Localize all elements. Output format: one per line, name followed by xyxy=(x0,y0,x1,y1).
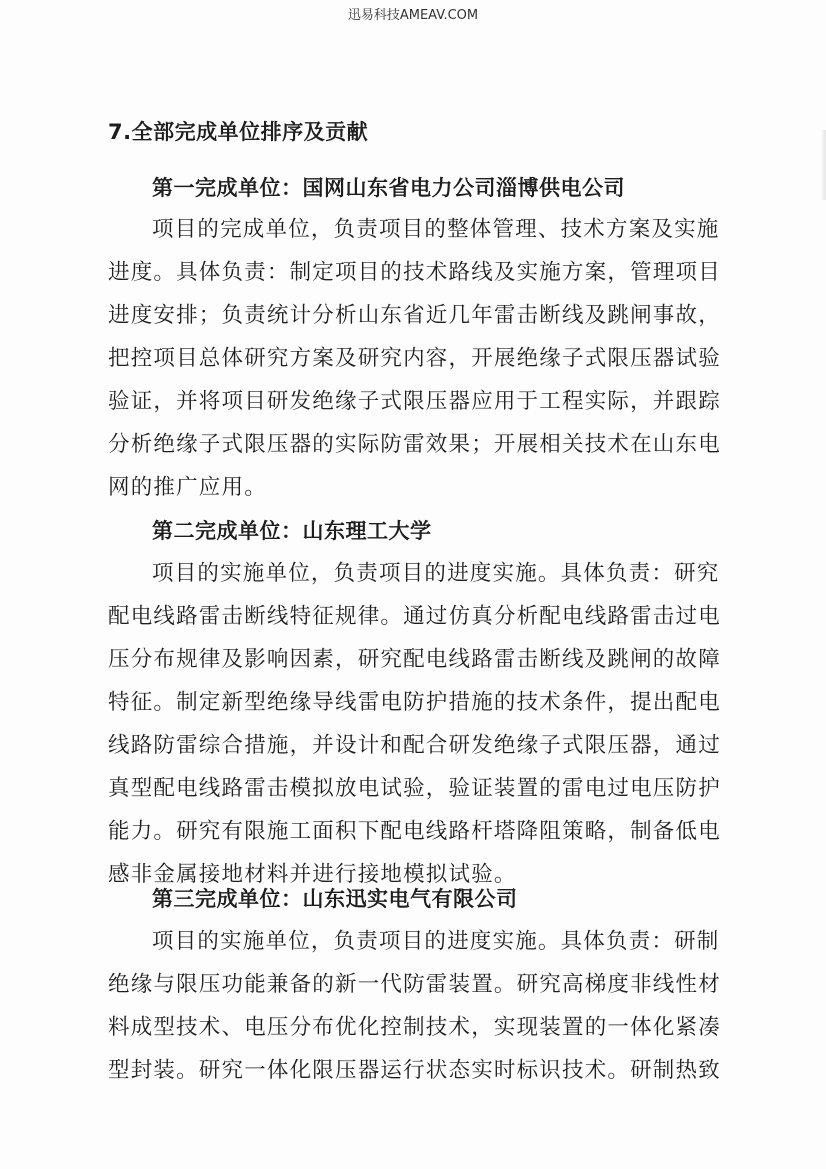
unit-1-line-7: 网的推广应用。 xyxy=(108,475,267,500)
unit-1-line-3: 进度安排；负责统计分析山东省近几年雷击断线及跳闸事故， xyxy=(108,303,721,328)
unit-3-line-1: 项目的实施单位，负责项目的进度实施。具体负责：研制 xyxy=(152,929,720,954)
unit-2-line-8: 感非金属接地材料并进行接地模拟试验。 xyxy=(108,862,517,887)
header-watermark: 迅易科技AMEAV.COM xyxy=(347,8,479,23)
unit-3-line-2: 绝缘与限压功能兼备的新一代防雷装置。研究高梯度非线性材 xyxy=(108,972,721,997)
unit-2-line-1: 项目的实施单位，负责项目的进度实施。具体负责：研究 xyxy=(152,561,720,586)
unit-1-heading: 第一完成单位：国网山东省电力公司淄博供电公司 xyxy=(152,176,625,200)
unit-2-line-5: 线路防雷综合措施，并设计和配合研发绝缘子式限压器，通过 xyxy=(108,733,721,758)
unit-2-line-2: 配电线路雷击断线特征规律。通过仿真分析配电线路雷击过电 xyxy=(108,604,721,629)
scan-edge-shadow xyxy=(820,130,826,200)
section-title: 7.全部完成单位排序及贡献 xyxy=(108,120,369,144)
unit-1-line-6: 分析绝缘子式限压器的实际防雷效果；开展相关技术在山东电 xyxy=(108,432,721,457)
unit-3-heading: 第三完成单位：山东迅实电气有限公司 xyxy=(152,887,518,911)
unit-2-line-6: 真型配电线路雷击模拟放电试验，验证装置的雷电过电压防护 xyxy=(108,776,721,801)
unit-3-line-3: 料成型技术、电压分布优化控制技术，实现装置的一体化紧凑 xyxy=(108,1015,721,1040)
unit-3-line-4: 型封装。研究一体化限压器运行状态实时标识技术。研制热致 xyxy=(108,1058,721,1083)
unit-1-line-5: 验证，并将项目研发绝缘子式限压器应用于工程实际，并跟踪 xyxy=(108,389,721,414)
unit-1-line-2: 进度。具体负责：制定项目的技术路线及实施方案，管理项目 xyxy=(108,260,721,285)
unit-2-heading: 第二完成单位：山东理工大学 xyxy=(152,519,432,543)
unit-1-line-1: 项目的完成单位，负责项目的整体管理、技术方案及实施 xyxy=(152,217,720,242)
unit-1-line-4: 把控项目总体研究方案及研究内容，开展绝缘子式限压器试验 xyxy=(108,346,721,371)
unit-2-line-4: 特征。制定新型绝缘导线雷电防护措施的技术条件，提出配电 xyxy=(108,690,721,715)
unit-2-line-3: 压分布规律及影响因素，研究配电线路雷击断线及跳闸的故障 xyxy=(108,647,721,672)
unit-2-line-7: 能力。研究有限施工面积下配电线路杆塔降阻策略，制备低电 xyxy=(108,819,721,844)
